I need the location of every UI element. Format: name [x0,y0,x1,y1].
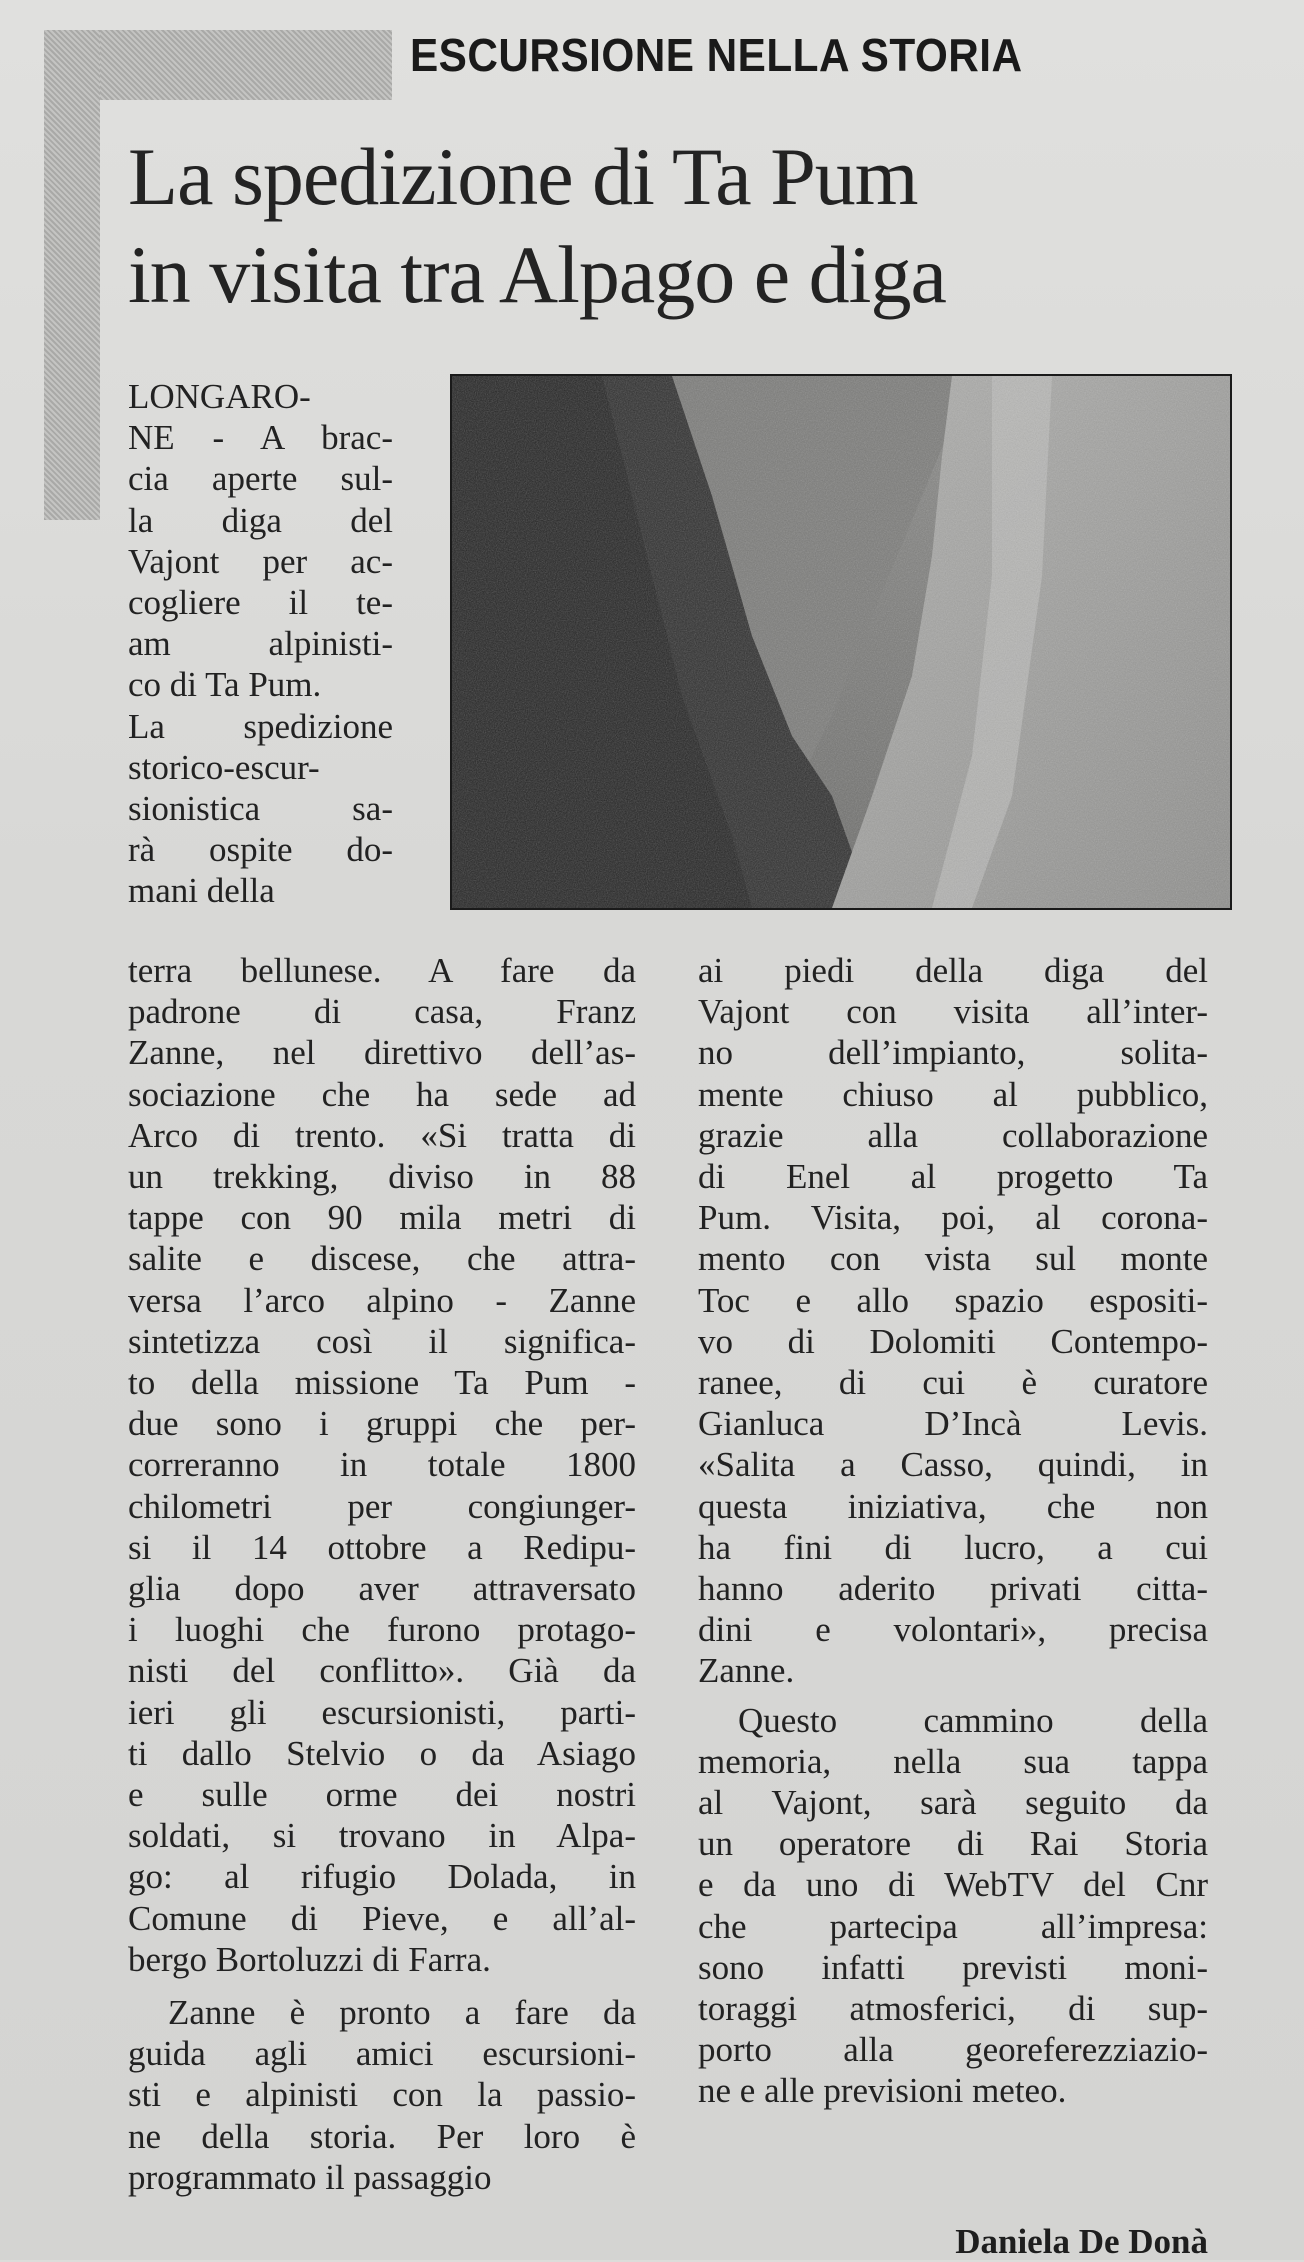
text-line: Zanne è pronto a fare da [168,1993,636,2033]
text-line: che partecipa all’impresa: [698,1906,1208,1946]
text-line: sionistica sa- [128,789,393,829]
author-byline: Daniela De Donà [955,2222,1208,2261]
text-line: cogliere il te- [128,583,393,623]
text-line: si il 14 ottobre a Redipu- [128,1527,636,1567]
text-line: sintetizza così il significa- [128,1321,636,1361]
text-line: Zanne, nel direttivo dell’as- [128,1033,636,1073]
text-line: Arco di trento. «Si tratta di [128,1115,636,1155]
section-kicker: ESCURSIONE NELLA STORIA [410,29,1023,81]
text-line: mento con vista sul monte [698,1239,1208,1279]
text-line: ne e alle previsioni meteo. [698,2071,1067,2111]
text-line: un trekking, diviso in 88 [128,1157,636,1197]
text-line: mente chiuso al pubblico, [698,1074,1208,1114]
text-line: Questo cammino della [738,1700,1208,1740]
lead-paragraph-narrow [128,376,393,912]
text-line: Comune di Pieve, e all’al- [128,1898,636,1938]
text-line: un operatore di Rai Storia [698,1824,1208,1864]
text-line: «Salita a Casso, quindi, in [698,1445,1208,1485]
text-line: terra bellunese. A fare da [128,951,636,990]
text-line: memoria, nella sua tappa [698,1741,1208,1781]
text-line [128,1980,636,1992]
text-line: i luoghi che furono protago- [128,1610,636,1650]
text-line: la diga del [128,500,393,540]
text-line: Vajont con visita all’inter- [698,992,1208,1032]
decorative-side-bar [44,30,100,520]
text-line: storico-escur- [128,747,320,787]
text-line: di Enel al progetto Ta [698,1157,1208,1197]
text-line: sono infatti previsti moni- [698,1947,1208,1987]
text-line: padrone di casa, Franz [128,992,636,1032]
text-line: cia aperte sul- [128,459,393,499]
text-line: e da uno di WebTV del Cnr [698,1865,1208,1905]
text-line: toraggi atmosferici, di sup- [698,1989,1208,2029]
text-line: ne della storia. Per loro è [128,2116,636,2156]
photo-illustration [452,376,1230,908]
text-line: no dell’impianto, solita- [698,1033,1208,1073]
text-line: Gianluca D’Incà Levis. [698,1404,1208,1444]
text-line: rà ospite do- [128,830,393,870]
text-line: al Vajont, sarà seguito da [698,1783,1208,1823]
headline [128,128,1208,324]
headline-line: La spedizione di Ta Pum [128,131,918,222]
text-line: due sono i gruppi che per- [128,1404,636,1444]
text-line: La spedizione [128,706,393,746]
text-line: dini e volontari», precisa [698,1610,1208,1650]
text-line: Zanne. [698,1651,795,1691]
text-line: NE - A brac- [128,418,393,458]
text-line: co di Ta Pum. [128,665,322,705]
text-line: go: al rifugio Dolada, in [128,1857,636,1897]
text-line: guida agli amici escursioni- [128,2034,636,2074]
text-line: to della missione Ta Pum - [128,1363,636,1403]
text-line: sti e alpinisti con la passio- [128,2075,636,2115]
text-line: versa l’arco alpino - Zanne [128,1280,636,1320]
text-line: ieri gli escursionisti, parti- [128,1692,636,1732]
text-line: LONGARO- [128,377,311,416]
text-line: Toc e allo spazio espositi- [698,1280,1208,1320]
text-line: soldati, si trovano in Alpa- [128,1816,636,1856]
text-line: correranno in totale 1800 [128,1445,636,1485]
text-line: am alpinisti- [128,624,393,664]
text-line: Vajont per ac- [128,541,393,581]
text-line: e sulle orme dei nostri [128,1775,636,1815]
text-line: ai piedi della diga del [698,951,1208,990]
text-line: ha fini di lucro, a cui [698,1527,1208,1567]
text-line: Pum. Visita, poi, al corona- [698,1198,1208,1238]
text-line: ranee, di cui è curatore [698,1363,1208,1403]
text-line: grazie alla collaborazione [698,1115,1208,1155]
text-line: ti dallo Stelvio o da Asiago [128,1733,636,1773]
text-line: mani della [128,871,275,911]
text-line: hanno aderito privati citta- [698,1569,1208,1609]
headline-line: in visita tra Alpago e diga [128,229,946,320]
text-line: programmato il passaggio [128,2157,492,2197]
article-photo-dam-gorge [450,374,1232,910]
text-line: glia dopo aver attraversato [128,1569,636,1609]
column-right [698,950,1208,2112]
text-line: bergo Bortoluzzi di Farra. [128,1939,491,1979]
text-line: questa iniziativa, che non [698,1486,1208,1526]
text-line: sociazione che ha sede ad [128,1074,636,1114]
text-line: nisti del conflitto». Già da [128,1651,636,1691]
text-line: salite e discese, che attra- [128,1239,636,1279]
text-line: porto alla georeferezziazio- [698,2030,1208,2070]
column-left [128,950,636,2198]
text-line: chilometri per congiunger- [128,1486,636,1526]
text-line: vo di Dolomiti Contempo- [698,1321,1208,1361]
text-line: tappe con 90 mila metri di [128,1198,636,1238]
